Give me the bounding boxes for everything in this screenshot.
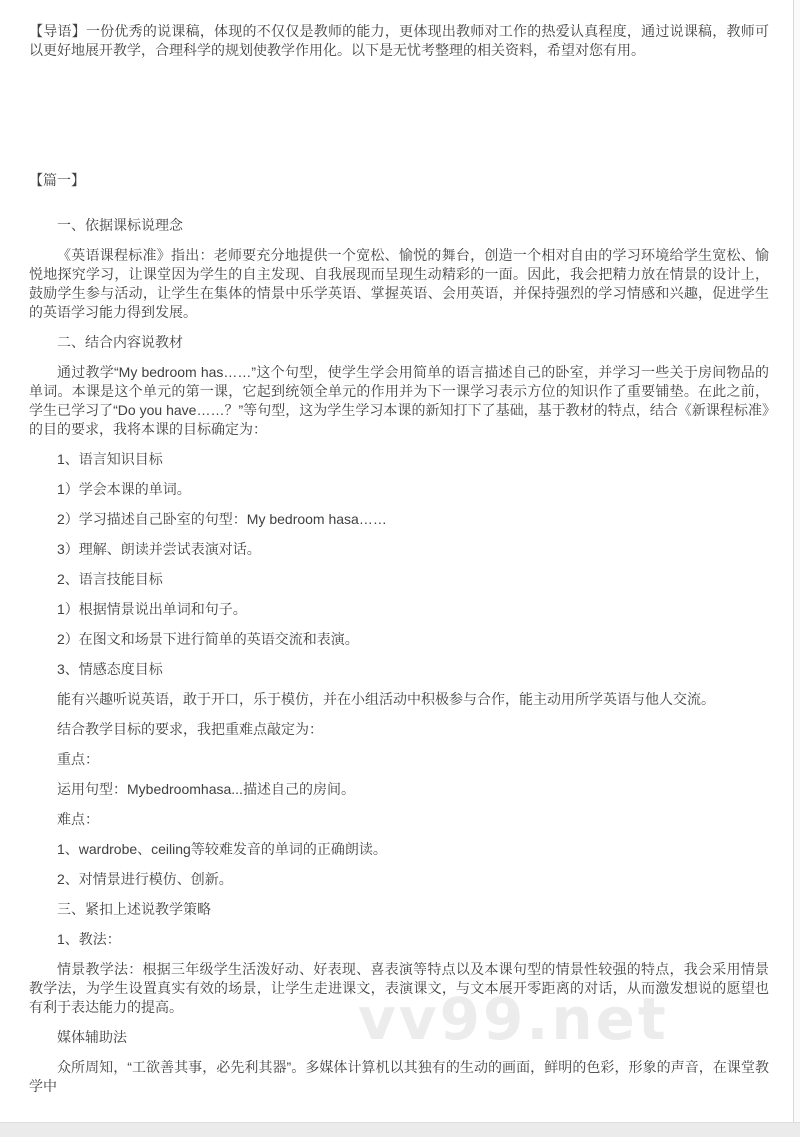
list-item-knowledge-1: 1）学会本课的单词。 <box>57 481 191 497</box>
list-item-knowledge-2: 2）学习描述自己卧室的句型：My bedroom hasa…… <box>57 511 387 527</box>
label-key-point: 重点： <box>57 751 99 767</box>
page-footer-strip <box>0 1122 800 1137</box>
label-media-method: 媒体辅助法 <box>57 1029 127 1045</box>
label-difficult-point: 难点： <box>57 811 99 827</box>
paragraph-media-method: 众所周知，“工欲善其事，必先利其器”。多媒体计算机以其独有的生动的画面，鲜明的色彩，形象的声音，在课堂教学中 <box>29 1059 769 1094</box>
list-item-knowledge-3: 3）理解、朗读并尝试表演对话。 <box>57 541 261 557</box>
watermark: vv99.net <box>358 985 669 1053</box>
paragraph-key-point-detail: 运用句型：Mybedroomhasa...描述自己的房间。 <box>57 781 355 797</box>
list-item-skill-1: 1）根据情景说出单词和句子。 <box>57 601 247 617</box>
heading-section-1: 一、依据课标说理念 <box>57 217 183 233</box>
paragraph-standard-quote: 《英语课程标准》指出：老师要充分地提供一个宽松、愉悦的舞台，创造一个相对自由的学习环境给学生宽松、愉悦地探究学习，让课堂因为学生的自主发现、自我展现而呈现生动精彩的一面。因此，我会把精力放在情景的设计上，鼓励学生参与活动，让学生在集体的情景中乐学英语、掌握英语、会用英语，并保持强烈的学习情感和兴趣，促进学生的英语学习能力得到发展。 <box>29 247 769 320</box>
heading-section-3: 三、紧扣上述说教学策略 <box>57 901 211 917</box>
heading-knowledge-goal: 1、语言知识目标 <box>57 451 163 467</box>
paragraph-emotion-goal: 能有兴趣听说英语，敢于开口，乐于模仿，并在小组活动中积极参与合作，能主动用所学英语与他人交流。 <box>57 691 715 707</box>
heading-skill-goal: 2、语言技能目标 <box>57 571 163 587</box>
list-item-skill-2: 2）在图文和场景下进行简单的英语交流和表演。 <box>57 631 359 647</box>
list-item-difficulty-1: 1、wardrobe、ceiling等较难发音的单词的正确朗读。 <box>57 841 387 857</box>
intro-paragraph: 【导语】一份优秀的说课稿，体现的不仅仅是教师的能力，更体现出教师对工作的热爱认真程度，通过说课稿，教师可以更好地展开教学，合理科学的规划使教学作用化。以下是无忧考整理的相关资料，希望对您有用。 <box>29 23 769 58</box>
label-teaching-method: 1、教法： <box>57 931 121 947</box>
paragraph-teaching-material: 通过教学“My bedroom has……”这个句型，使学生学会用简单的语言描述自己的卧室，并学习一些关于房间物品的单词。本课是这个单元的第一课，它起到统领全单元的作用并为下一课学习表示方位的知识作了重要铺垫。在此之前，学生已学习了“Do you have……？”等句型，这为学生学习本课的新知打下了基础，基于教材的特点，结合《新课程标准》的目的要求，我将本课的目标确定为： <box>29 364 769 437</box>
paragraph-situational-method: 情景教学法：根据三年级学生活泼好动、好表现、喜表演等特点以及本课句型的情景性较强的特点，我会采用情景教学法，为学生设置真实有效的场景，让学生走进课文，表演课文，与文本展开零距离的对话，从而激发想说的愿望也有利于表达能力的提高。 <box>29 961 769 1015</box>
heading-section-2: 二、结合内容说教材 <box>57 334 183 350</box>
paragraph-key-points-intro: 结合教学目标的要求，我把重难点敲定为： <box>57 721 323 737</box>
heading-emotion-goal: 3、情感态度目标 <box>57 661 163 677</box>
list-item-difficulty-2: 2、对情景进行模仿、创新。 <box>57 871 233 887</box>
part-title-1: 【篇一】 <box>29 172 85 188</box>
